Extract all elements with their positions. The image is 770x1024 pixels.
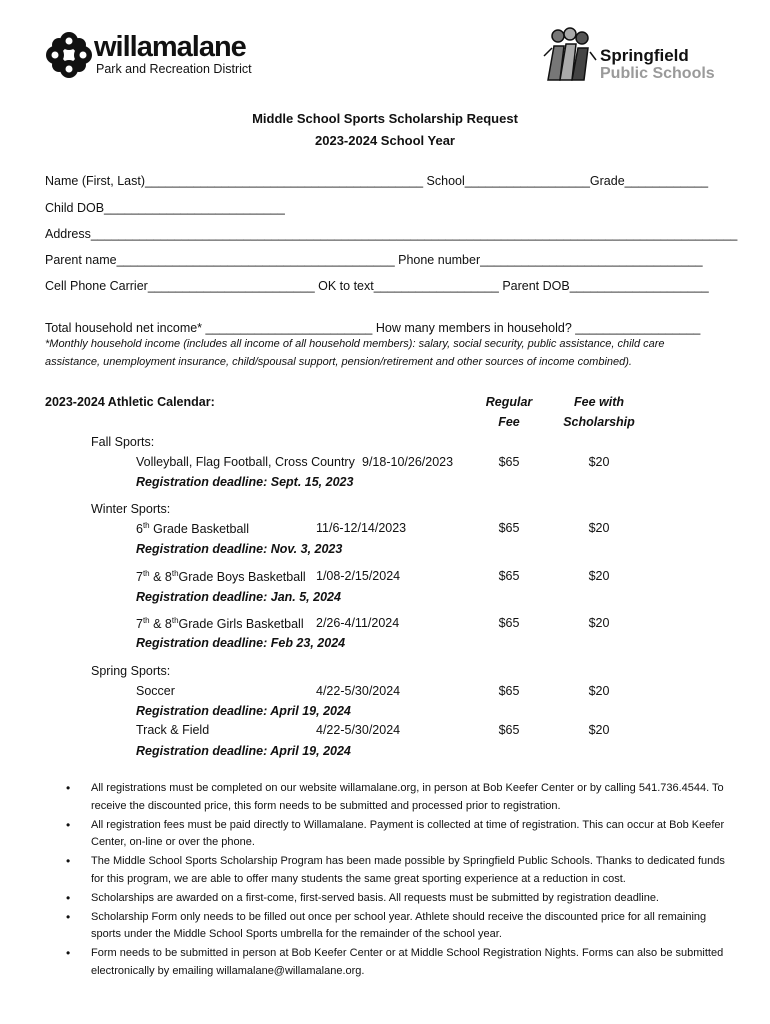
form-subtitle: 2023-2024 School Year (315, 133, 455, 148)
winter-sport-3-dates: 2/26-4/11/2024 (316, 616, 400, 630)
winter-sport-2-dates: 1/08-2/15/2024 (316, 569, 401, 583)
spring-1-scholarship-fee: $20 (588, 684, 610, 698)
scholarship-fee-header-1: Fee with (573, 395, 624, 409)
winter-1-deadline: Registration deadline: Nov. 3, 2023 (136, 542, 343, 556)
winter-2-deadline: Registration deadline: Jan. 5, 2024 (136, 590, 341, 604)
income-note-line-2: assistance, unemployment insurance, child/spousal support, pension/retirement and other sources of income combined). (45, 356, 632, 368)
students-figures-icon (540, 26, 598, 84)
spring-sport-2-name: Track & Field (136, 723, 210, 737)
spring-2-scholarship-fee: $20 (588, 723, 610, 737)
winter-2-regular-fee: $65 (498, 569, 520, 583)
public-schools-text: Public Schools (600, 65, 715, 82)
income-members-field[interactable]: Total household net income* ________________________ How many members in household? __________________ (45, 321, 701, 335)
spring-1-regular-fee: $65 (498, 684, 520, 698)
winter-sport-1-name: 6th Grade Basketball (136, 521, 249, 537)
fall-sport-name: Volleyball, Flag Football, Cross Country (136, 455, 355, 469)
calendar-heading: 2023-2024 Athletic Calendar: (45, 395, 215, 409)
willamalane-wordmark: willamalane (94, 31, 246, 63)
winter-3-scholarship-fee: $20 (588, 616, 610, 630)
winter-1-regular-fee: $65 (498, 521, 520, 535)
spring-2-deadline: Registration deadline: April 19, 2024 (136, 744, 351, 758)
info-bullet-list (66, 780, 726, 982)
winter-2-scholarship-fee: $20 (588, 569, 610, 583)
bullet-item: • The Middle School Sports Scholarship Program has been made possible by Springfield Public Schools. Thanks to dedicated funds for this program, we are able to offer many students the same great sporting experience at a reduction in cost. (66, 853, 726, 888)
winter-sport-2-name: 7th & 8thGrade Boys Basketball (136, 569, 306, 585)
spring-sport-2-dates: 4/22-5/30/2024 (316, 723, 401, 737)
flower-logo-icon (44, 30, 94, 80)
address-field[interactable]: Address_____________________________________________________________________________________________ (45, 227, 738, 241)
winter-sport-3-name: 7th & 8thGrade Girls Basketball (136, 616, 304, 632)
spring-sport-1-name: Soccer (136, 684, 175, 698)
spring-sport-1-dates: 4/22-5/30/2024 (316, 684, 401, 698)
willamalane-subline: Park and Recreation District (96, 62, 252, 76)
bullet-item: • All registrations must be completed on our website willamalane.org, in person at Bob Keefer Center or by calling 541.736.4544. To receive the discounted price, this form needs to be submitted and processed prior to registration. (66, 780, 726, 815)
winter-1-scholarship-fee: $20 (588, 521, 610, 535)
bullet-item: • Scholarship Form only needs to be filled out once per school year. Athlete should receive the discounted price for all remaining sports under the Middle School Sports umbrella for the remainder of the school year. (66, 909, 726, 944)
fall-sports-label: Fall Sports: (91, 435, 155, 449)
child-dob-field[interactable]: Child DOB__________________________ (45, 201, 285, 215)
springfield-logo (540, 26, 715, 88)
regular-fee-header-2: Fee (498, 415, 520, 429)
name-school-grade-field[interactable]: Name (First, Last)________________________________________ School__________________Grade____________ (45, 174, 709, 188)
willamalane-logo (44, 30, 274, 82)
winter-sport-1-dates: 11/6-12/14/2023 (316, 521, 407, 535)
regular-fee-header-1: Regular (485, 395, 533, 409)
fall-deadline: Registration deadline: Sept. 15, 2023 (136, 475, 354, 489)
spring-1-deadline: Registration deadline: April 19, 2024 (136, 704, 351, 718)
winter-sports-label: Winter Sports: (91, 502, 171, 516)
winter-3-deadline: Registration deadline: Feb 23, 2024 (136, 636, 346, 650)
spring-2-regular-fee: $65 (498, 723, 520, 737)
springfield-text: Springfield (600, 46, 689, 65)
bullet-item: • Form needs to be submitted in person at Bob Keefer Center or at Middle School Registration Nights. Forms can also be submitted electronically by emailing willamalane@willamalane.org. (66, 945, 726, 980)
fall-regular-fee: $65 (498, 455, 520, 469)
fall-sport-dates: 9/18-10/26/2023 (362, 455, 454, 469)
carrier-text-dob-field[interactable]: Cell Phone Carrier________________________ OK to text__________________ Parent DOB____________________ (45, 279, 709, 293)
scholarship-fee-header-2: Scholarship (563, 415, 635, 429)
bullet-item: • Scholarships are awarded on a first-come, first-served basis. All requests must be submitted by registration deadline. (66, 890, 726, 908)
form-title: Middle School Sports Scholarship Request (252, 111, 518, 126)
parent-phone-field[interactable]: Parent name________________________________________ Phone number________________________________ (45, 253, 703, 267)
spring-sports-label: Spring Sports: (91, 664, 171, 678)
bullet-item: • All registration fees must be paid directly to Willamalane. Payment is collected at time of registration. This can occur at Bob Keefer Center, on-line or over the phone. (66, 817, 726, 852)
income-note-line-1: *Monthly household income (includes all income of all household members): salary, social security, public assistance, child care (45, 338, 665, 350)
winter-3-regular-fee: $65 (498, 616, 520, 630)
fall-scholarship-fee: $20 (588, 455, 610, 469)
